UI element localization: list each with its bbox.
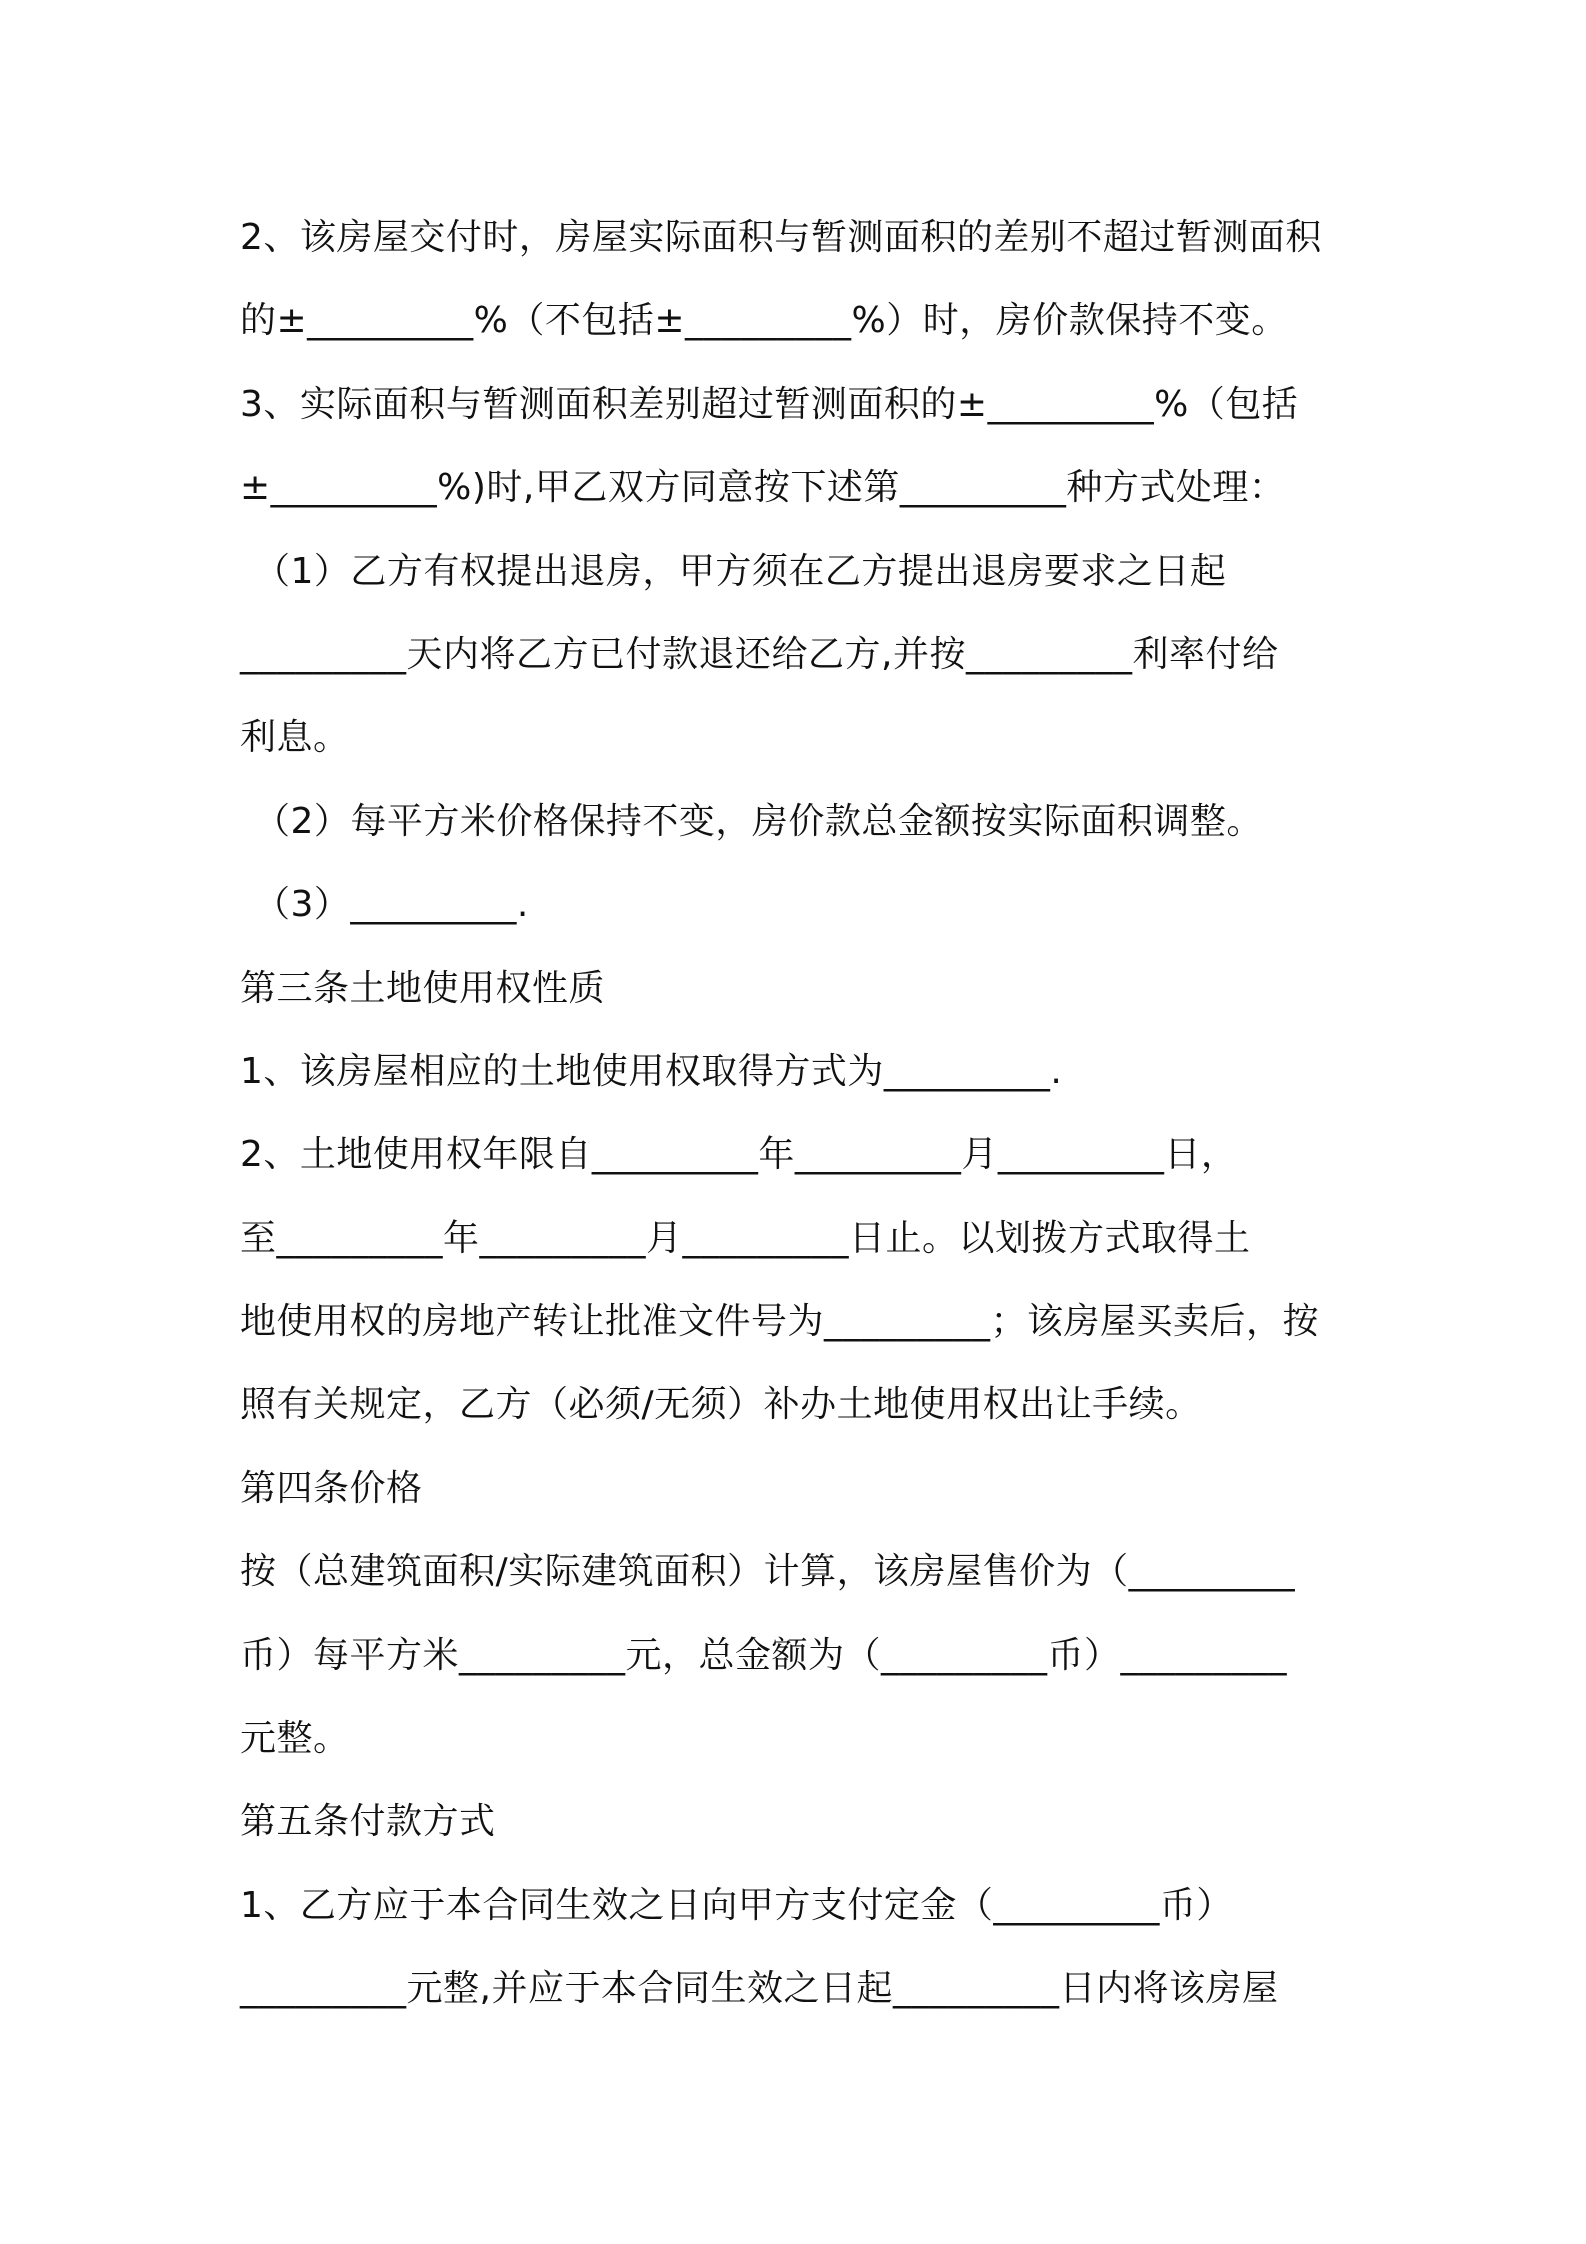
text-line: 元整。 — [240, 1718, 350, 1760]
section-heading: 第五条付款方式 — [240, 1801, 496, 1843]
text-line: （2）每平方米价格保持不变，房价款总金额按实际面积调整。 — [254, 800, 1263, 842]
section-heading: 第三条土地使用权性质 — [240, 967, 606, 1009]
text-line: 照有关规定，乙方（必须/无须）补办土地使用权出让手续。 — [240, 1384, 1202, 1426]
text-line: 至_________年_________月_________日止。以划拨方式取得土 — [240, 1217, 1251, 1259]
text-line: 的±_________%（不包括±_________%）时，房价款保持不变。 — [240, 300, 1288, 342]
text-line: 地使用权的房地产转让批准文件号为_________；该房屋买卖后，按 — [240, 1301, 1320, 1343]
text-line: _________天内将乙方已付款退还给乙方,并按_________利率付给 — [240, 633, 1279, 675]
text-line: 利息。 — [240, 717, 350, 759]
text-line: 2、该房屋交付时，房屋实际面积与暂测面积的差别不超过暂测面积 — [240, 217, 1322, 258]
section-heading: 第四条价格 — [240, 1467, 423, 1509]
text-line: （3）_________. — [254, 884, 529, 926]
text-line: （1）乙方有权提出退房，甲方须在乙方提出退房要求之日起 — [254, 550, 1227, 592]
text-line: _________元整,并应于本合同生效之日起_________日内将该房屋 — [240, 1968, 1279, 2010]
text-line: 币）每平方米_________元，总金额为（_________币）_________ — [240, 1634, 1288, 1676]
text-line: 1、乙方应于本合同生效之日向甲方支付定金（_________币） — [240, 1884, 1233, 1926]
text-line: 1、该房屋相应的土地使用权取得方式为_________. — [240, 1050, 1063, 1092]
text-line: ±_________%)时,甲乙双方同意按下述第_________种方式处理： — [240, 467, 1286, 509]
text-line: 按（总建筑面积/实际建筑面积）计算，该房屋售价为（_________ — [240, 1551, 1296, 1593]
text-line: 2、土地使用权年限自_________年_________月_________日， — [240, 1134, 1238, 1176]
document-page — [240, 196, 1360, 2031]
text-line: 3、实际面积与暂测面积差别超过暂测面积的±_________%（包括 — [240, 383, 1299, 425]
